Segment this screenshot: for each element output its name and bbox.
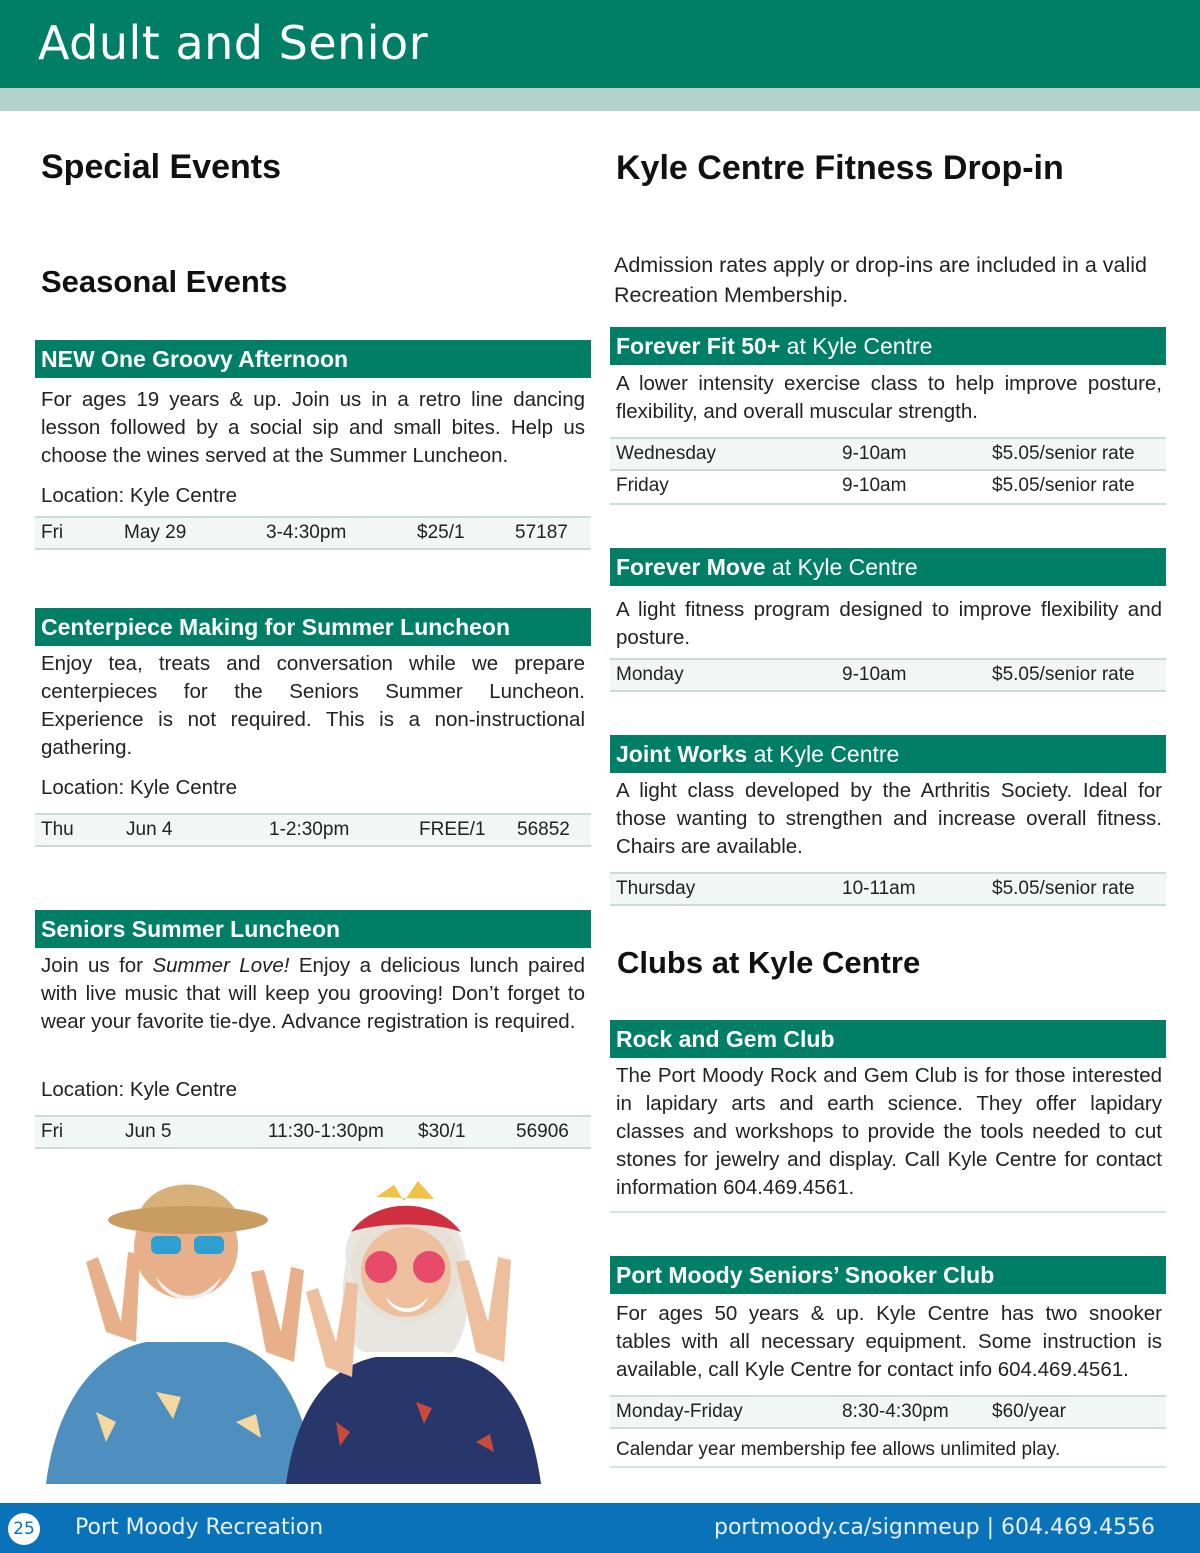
row-price: FREE/1 bbox=[419, 819, 486, 840]
row-price: $5.05/senior rate bbox=[992, 878, 1135, 899]
divider bbox=[610, 1466, 1166, 1468]
event-title-bar bbox=[35, 340, 591, 378]
row-day: Thursday bbox=[616, 878, 696, 899]
program-title: Joint Works bbox=[616, 741, 748, 767]
event-schedule-row bbox=[35, 813, 591, 847]
row-time: 9-10am bbox=[842, 664, 907, 685]
divider bbox=[610, 1211, 1166, 1213]
event-location: Location: Kyle Centre bbox=[41, 1078, 238, 1101]
program-schedule-row bbox=[610, 872, 1166, 906]
desc-part: Join us for bbox=[41, 954, 153, 977]
clubs-heading: Clubs at Kyle Centre bbox=[617, 945, 921, 980]
event-schedule-row bbox=[35, 1115, 591, 1149]
row-code: 56906 bbox=[516, 1121, 569, 1142]
program-title-bar bbox=[610, 327, 1166, 365]
club-title: Rock and Gem Club bbox=[616, 1026, 835, 1052]
event-description bbox=[41, 952, 585, 1036]
desc-emphasis: Summer Love! bbox=[152, 954, 290, 977]
event-title-bar bbox=[35, 608, 591, 646]
club-title-bar bbox=[610, 1256, 1166, 1294]
page-footer bbox=[0, 1503, 1200, 1553]
row-day: Fri bbox=[41, 522, 64, 543]
program-venue: at Kyle Centre bbox=[765, 554, 918, 580]
event-title: Seniors Summer Luncheon bbox=[41, 916, 341, 942]
row-time: 9-10am bbox=[842, 475, 907, 496]
club-title-bar bbox=[610, 1020, 1166, 1058]
seniors-photo bbox=[36, 1152, 556, 1484]
row-time: 1-2:30pm bbox=[269, 819, 350, 840]
event-title: NEW One Groovy Afternoon bbox=[41, 346, 349, 372]
seasonal-events-heading: Seasonal Events bbox=[41, 264, 288, 299]
event-schedule-row bbox=[35, 516, 591, 550]
event-description: For ages 19 years & up. Join us in a retro line dancing lesson followed by a social sip and small bites. Help us choose the wines served at the Summer Luncheon. bbox=[41, 388, 585, 467]
program-schedule-row bbox=[610, 658, 1166, 692]
program-title: Forever Move bbox=[616, 554, 766, 580]
program-venue: at Kyle Centre bbox=[780, 333, 933, 359]
event-title: Centerpiece Making for Summer Luncheon bbox=[41, 614, 511, 640]
program-schedule-row bbox=[610, 437, 1166, 471]
page-title: Adult and Senior bbox=[38, 16, 429, 70]
footer-org: Port Moody Recreation bbox=[75, 1515, 324, 1540]
special-events-heading: Special Events bbox=[41, 148, 282, 186]
row-time: 11:30-1:30pm bbox=[268, 1121, 384, 1142]
event-title-bar bbox=[35, 910, 591, 948]
row-day: Monday bbox=[616, 664, 684, 685]
program-title-bar bbox=[610, 548, 1166, 586]
row-day: Thu bbox=[41, 819, 74, 840]
row-date: Jun 4 bbox=[126, 819, 173, 840]
row-day: Monday-Friday bbox=[616, 1401, 743, 1422]
row-price: $60/year bbox=[992, 1401, 1066, 1422]
row-price: $5.05/senior rate bbox=[992, 475, 1135, 496]
event-description: Enjoy tea, treats and conversation while we prepare centerpieces for the Seniors Summer Luncheon. Experience is not required. This is a non-instructional gathering. bbox=[41, 652, 585, 759]
row-time: 8:30-4:30pm bbox=[842, 1401, 949, 1422]
desc-part: Enjoy a delicious lunch paired with live music that will keep you grooving! Don’t forget to wear your favorite tie-dye. Advance registration is required. bbox=[41, 954, 585, 1033]
row-day: Friday bbox=[616, 475, 669, 496]
footer-contact-link[interactable]: portmoody.ca/signmeup | 604.469.4556 bbox=[714, 1515, 1155, 1540]
club-description: The Port Moody Rock and Gem Club is for those interested in lapidary arts and earth science. They offer lapidary classes and workshops to provide the tools needed to cut stones for jewelry and display. Call Kyle Centre for contact information 604.469.4561. bbox=[616, 1064, 1162, 1199]
fitness-intro: Admission rates apply or drop-ins are included in a valid Recreation Membership. bbox=[614, 253, 1147, 307]
row-price: $5.05/senior rate bbox=[992, 443, 1135, 464]
row-day: Fri bbox=[41, 1121, 64, 1142]
program-title: Forever Fit 50+ bbox=[616, 333, 781, 359]
row-date: May 29 bbox=[124, 522, 187, 543]
event-location: Location: Kyle Centre bbox=[41, 776, 238, 799]
row-price: $5.05/senior rate bbox=[992, 664, 1135, 685]
row-time: 9-10am bbox=[842, 443, 907, 464]
program-title-bar bbox=[610, 735, 1166, 773]
club-description: For ages 50 years & up. Kyle Centre has two snooker tables with all necessary equipment. Some instruction is available, call Kyle Centre for contact info 604.469.4561. bbox=[616, 1302, 1162, 1381]
row-price: $30/1 bbox=[418, 1121, 466, 1142]
event-location: Location: Kyle Centre bbox=[41, 484, 238, 507]
program-schedule-row bbox=[610, 471, 1166, 505]
program-description: A lower intensity exercise class to help improve posture, flexibility, and overall muscular strength. bbox=[616, 372, 1162, 423]
row-price: $25/1 bbox=[417, 522, 465, 543]
page-number: 25 bbox=[8, 1513, 40, 1545]
row-date: Jun 5 bbox=[125, 1121, 172, 1142]
program-description: A light fitness program designed to improve flexibility and posture. bbox=[616, 598, 1162, 649]
fitness-dropin-heading: Kyle Centre Fitness Drop-in bbox=[616, 149, 1064, 187]
row-code: 56852 bbox=[517, 819, 570, 840]
club-schedule-row bbox=[610, 1395, 1166, 1429]
club-title: Port Moody Seniors’ Snooker Club bbox=[616, 1262, 995, 1288]
header-accent-bar bbox=[0, 88, 1200, 111]
row-code: 57187 bbox=[515, 522, 568, 543]
row-day: Wednesday bbox=[616, 443, 716, 464]
row-time: 3-4:30pm bbox=[266, 522, 347, 543]
program-venue: at Kyle Centre bbox=[747, 741, 900, 767]
membership-note: Calendar year membership fee allows unlimited play. bbox=[616, 1439, 1061, 1460]
page-header bbox=[0, 0, 1200, 88]
program-description: A light class developed by the Arthritis Society. Ideal for those wanting to strengthen and increase overall fitness. Chairs are available. bbox=[616, 779, 1162, 858]
row-time: 10-11am bbox=[842, 878, 916, 899]
